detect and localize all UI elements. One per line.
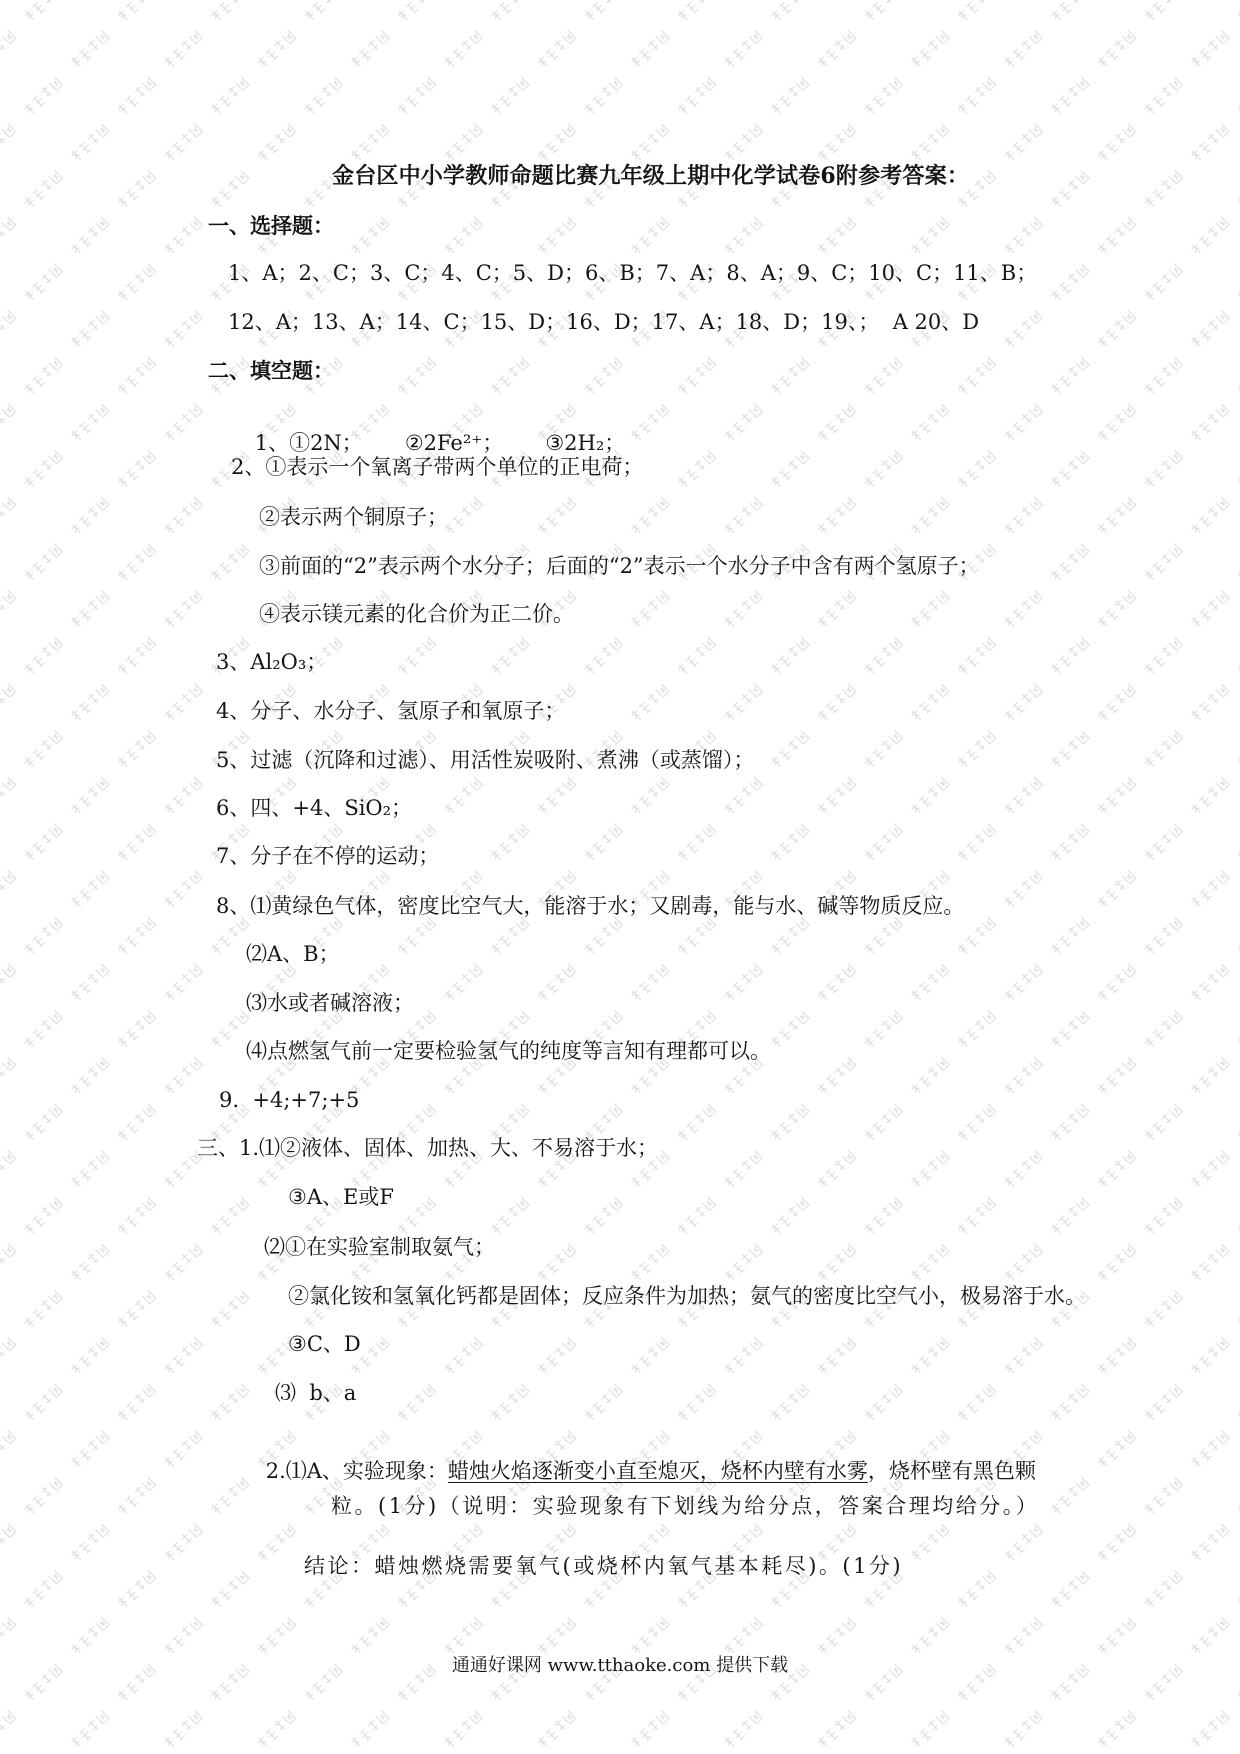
fill-q9: 9. +4;+7;+5 — [219, 1088, 360, 1112]
fill-q4: 4、分子、水分子、氢原子和氧原子； — [216, 699, 566, 723]
experiment-q1-line-4: ②氯化铵和氢氧化钙都是固体；反应条件为加热；氨气的密度比空气小，极易溶于水。 — [288, 1284, 1086, 1308]
fill-q2-line-4: ④表示镁元素的化合价为正二价。 — [259, 602, 574, 626]
fill-q8-line-3: ⑶水或者碱溶液； — [246, 991, 414, 1015]
fill-q2-line-3: ③前面的“2”表示两个水分子；后面的“2”表示一个水分子中含有两个氢原子； — [259, 554, 980, 578]
fill-q8-line-2: ⑵A、B； — [246, 942, 340, 966]
experiment-q1-line-3: ⑵①在实验室制取氨气； — [264, 1235, 495, 1259]
fill-q2-line-1: 2、①表示一个氧离子带两个单位的正电荷； — [231, 455, 644, 479]
experiment-q2-prefix: 2.⑴A、实验现象： — [265, 1459, 448, 1483]
choice-heading: 一、选择题： — [208, 213, 334, 238]
experiment-q2-line-1 — [239, 1435, 1036, 1483]
fill-q1-part-1: 1、①2N； — [254, 431, 363, 455]
experiment-q2-line-2: 粒。(1分)（说明：实验现象有下划线为给分点，答案合理均给分。） — [331, 1494, 1040, 1518]
choice-answers-row-2: 12、A；13、A；14、C；15、D；16、D；17、A；18、D；19、； A 20、D — [228, 310, 980, 334]
experiment-q1-line-5: ③C、D — [288, 1332, 361, 1356]
fill-q5: 5、过滤（沉降和过滤）、用活性炭吸附、煮沸（或蒸馏）； — [216, 748, 755, 772]
choice-answers-row-1: 1、A；2、C；3、C；4、C；5、D；6、B；7、A；8、A；9、C；10、C；11、B； — [228, 261, 1038, 285]
fill-heading: 二、填空题： — [208, 358, 334, 383]
fill-q1-part-3: ③2H₂； — [545, 431, 626, 455]
experiment-q2-suffix: ，烧杯壁有黑色颗 — [867, 1459, 1036, 1483]
fill-q6: 6、四、+4、SiO₂； — [216, 796, 413, 820]
page-title: 金台区中小学教师命题比赛九年级上期中化学试卷6附参考答案： — [332, 163, 970, 189]
fill-q8-line-1: 8、⑴黄绿色气体，密度比空气大，能溶于水；又剧毒，能与水、碱等物质反应。 — [216, 894, 965, 918]
fill-q8-line-4: ⑷点燃氢气前一定要检验氢气的纯度等言知有理都可以。 — [246, 1039, 771, 1063]
experiment-q1-line-6: ⑶ b、a — [275, 1381, 357, 1405]
fill-q1-part-2: ②2Fe²⁺； — [404, 431, 504, 455]
fill-q7: 7、分子在不停的运动； — [216, 844, 440, 868]
fill-q1 — [228, 407, 626, 455]
fill-q2-line-2: ②表示两个铜原子； — [259, 505, 448, 529]
fill-q3: 3、Al₂O₃； — [216, 650, 328, 674]
experiment-q2-scoring-point: 蜡烛火焰逐渐变小直至熄灭，烧杯内壁有水雾 — [447, 1459, 868, 1483]
experiment-q1-line-2: ③A、E或F — [288, 1185, 394, 1209]
experiment-q1-line-1: 三、1.⑴②液体、固体、加热、大、不易溶于水； — [197, 1136, 659, 1160]
experiment-q2-conclusion: 结论：蜡烛燃烧需要氧气(或烧杯内氧气基本耗尽)。(1分) — [304, 1554, 904, 1578]
page-footer: 通通好课网 www.tthaoke.com 提供下载 — [451, 1655, 789, 1676]
